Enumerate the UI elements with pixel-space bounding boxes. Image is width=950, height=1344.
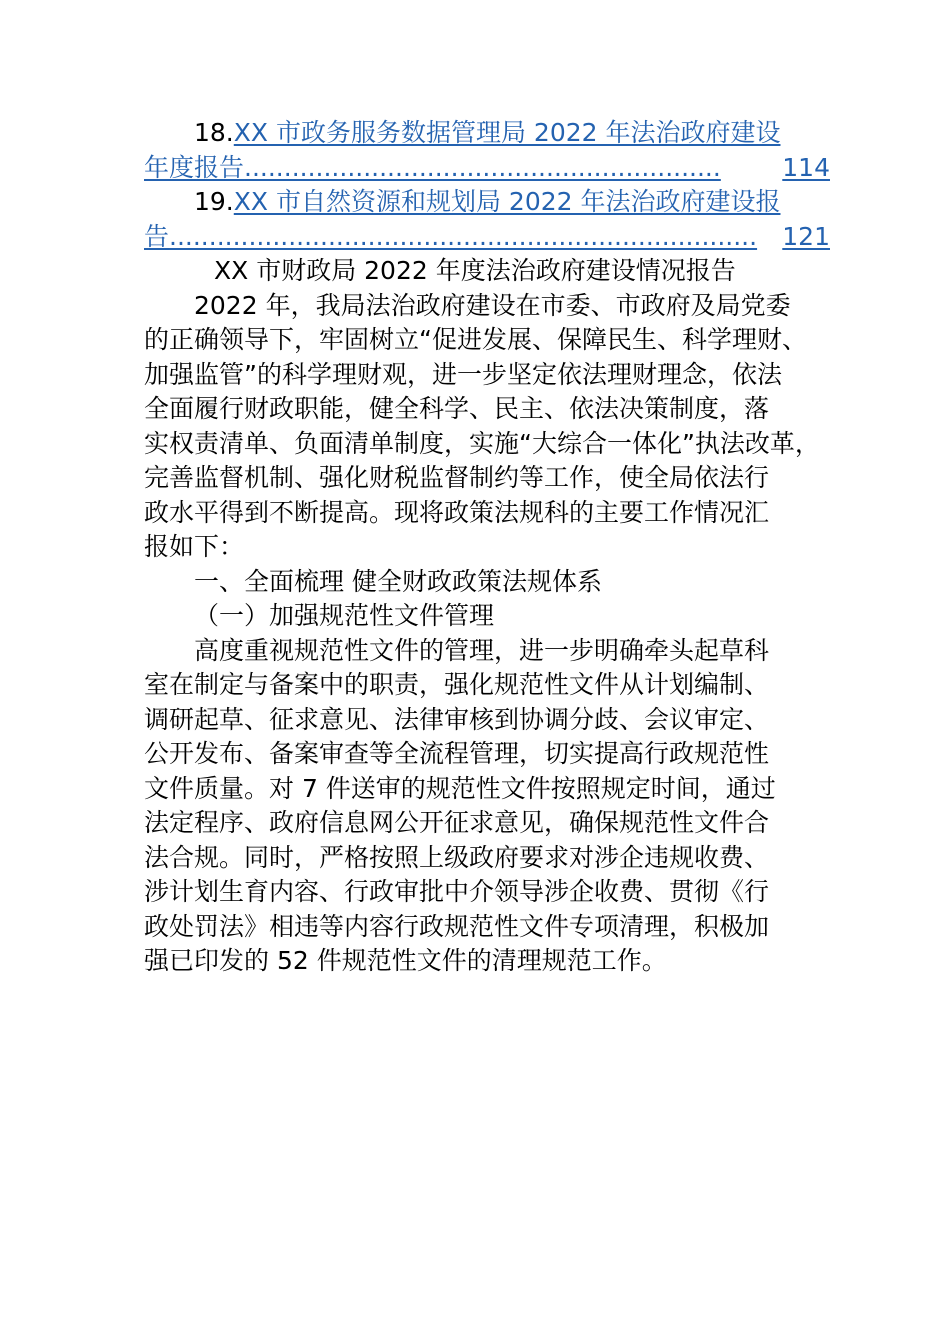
toc-entry-18-title-tail: 年度报告 — [144, 152, 245, 182]
toc-entry-19-line2[interactable] — [144, 220, 830, 255]
paragraph-line: 政处罚法》相违等内容行政规范性文件专项清理，积极加 — [144, 911, 770, 941]
toc-entry-18-number: 18. — [194, 118, 234, 147]
paragraph-line: 公开发布、备案审查等全流程管理，切实提高行政规范性 — [144, 739, 770, 768]
toc-entry-18-page[interactable]: 114 — [782, 152, 830, 182]
paragraph-line: 完善监督机制、强化财税监督制约等工作，使全局依法行 — [144, 463, 770, 492]
section-heading: 一、全面梳理 健全财政政策法规体系 — [194, 566, 602, 596]
paragraph-line: 文件质量。对 7 件送审的规范性文件按照规定时间，通过 — [144, 773, 776, 803]
paragraph-line: 强已印发的 52 件规范性文件的清理规范工作。 — [144, 946, 667, 975]
toc-entry-19-title-tail: 告 — [144, 221, 170, 251]
paragraph-line: 全面履行财政职能，健全科学、民主、依法决策制度，落 — [144, 394, 770, 423]
paragraph-line: 的正确领导下，牢固树立“促进发展、保障民生、科学理财、 — [144, 325, 807, 354]
toc-entry-18-title-cont[interactable] — [144, 151, 721, 186]
paragraph-line: 实权责清单、负面清单制度，实施“大综合一体化”执法改革， — [144, 428, 820, 458]
toc-entry-18-title-link[interactable]: XX 市政务服务数据管理局 2022 年法治政府建设 — [233, 118, 781, 147]
paragraph-line: 2022 年，我局法治政府建设在市委、市政府及局党委 — [194, 290, 791, 320]
paragraph-line: 室在制定与备案中的职责，强化规范性文件从计划编制、 — [144, 670, 770, 699]
paragraph-line: 调研起草、征求意见、法律审核到协调分歧、会议审定、 — [144, 704, 770, 734]
subsection-heading: （一）加强规范性文件管理 — [194, 601, 495, 630]
toc-entry-18-line1 — [144, 116, 830, 151]
toc-entry-19-title-link[interactable]: XX 市自然资源和规划局 2022 年法治政府建设报 — [233, 187, 781, 216]
toc-entry-19-number: 19. — [194, 187, 234, 216]
paragraph-line: 法合规。同时，严格按照上级政府要求对涉企违规收费、 — [144, 842, 770, 872]
toc-entry-18-leader-dots: ............................................................ — [244, 152, 721, 182]
toc-entry-19-title-cont[interactable] — [144, 220, 757, 255]
paragraph-line: 加强监管”的科学理财观，进一步坚定依法理财理念，依法 — [144, 359, 782, 389]
document-page — [144, 116, 830, 979]
paragraph-line: 政水平得到不断提高。现将政策法规科的主要工作情况汇 — [144, 497, 770, 527]
paragraph-line: 高度重视规范性文件的管理，进一步明确牵头起草科 — [194, 635, 770, 665]
intro-paragraph — [144, 289, 830, 565]
paragraph-line: 报如下： — [144, 532, 245, 561]
toc-entry-19-leader-dots: .......................................................................... — [169, 221, 758, 251]
paragraph-line: 法定程序、政府信息网公开征求意见，确保规范性文件合 — [144, 808, 770, 837]
paragraph-line: 涉计划生育内容、行政审批中介领导涉企收费、贯彻《行 — [144, 877, 770, 906]
report-title: XX 市财政局 2022 年度法治政府建设情况报告 — [214, 256, 736, 285]
toc-entry-18-line2[interactable] — [144, 151, 830, 186]
toc-entry-19-line1 — [144, 185, 830, 220]
body-paragraph — [144, 634, 830, 979]
toc-entry-19-page[interactable]: 121 — [782, 221, 830, 251]
